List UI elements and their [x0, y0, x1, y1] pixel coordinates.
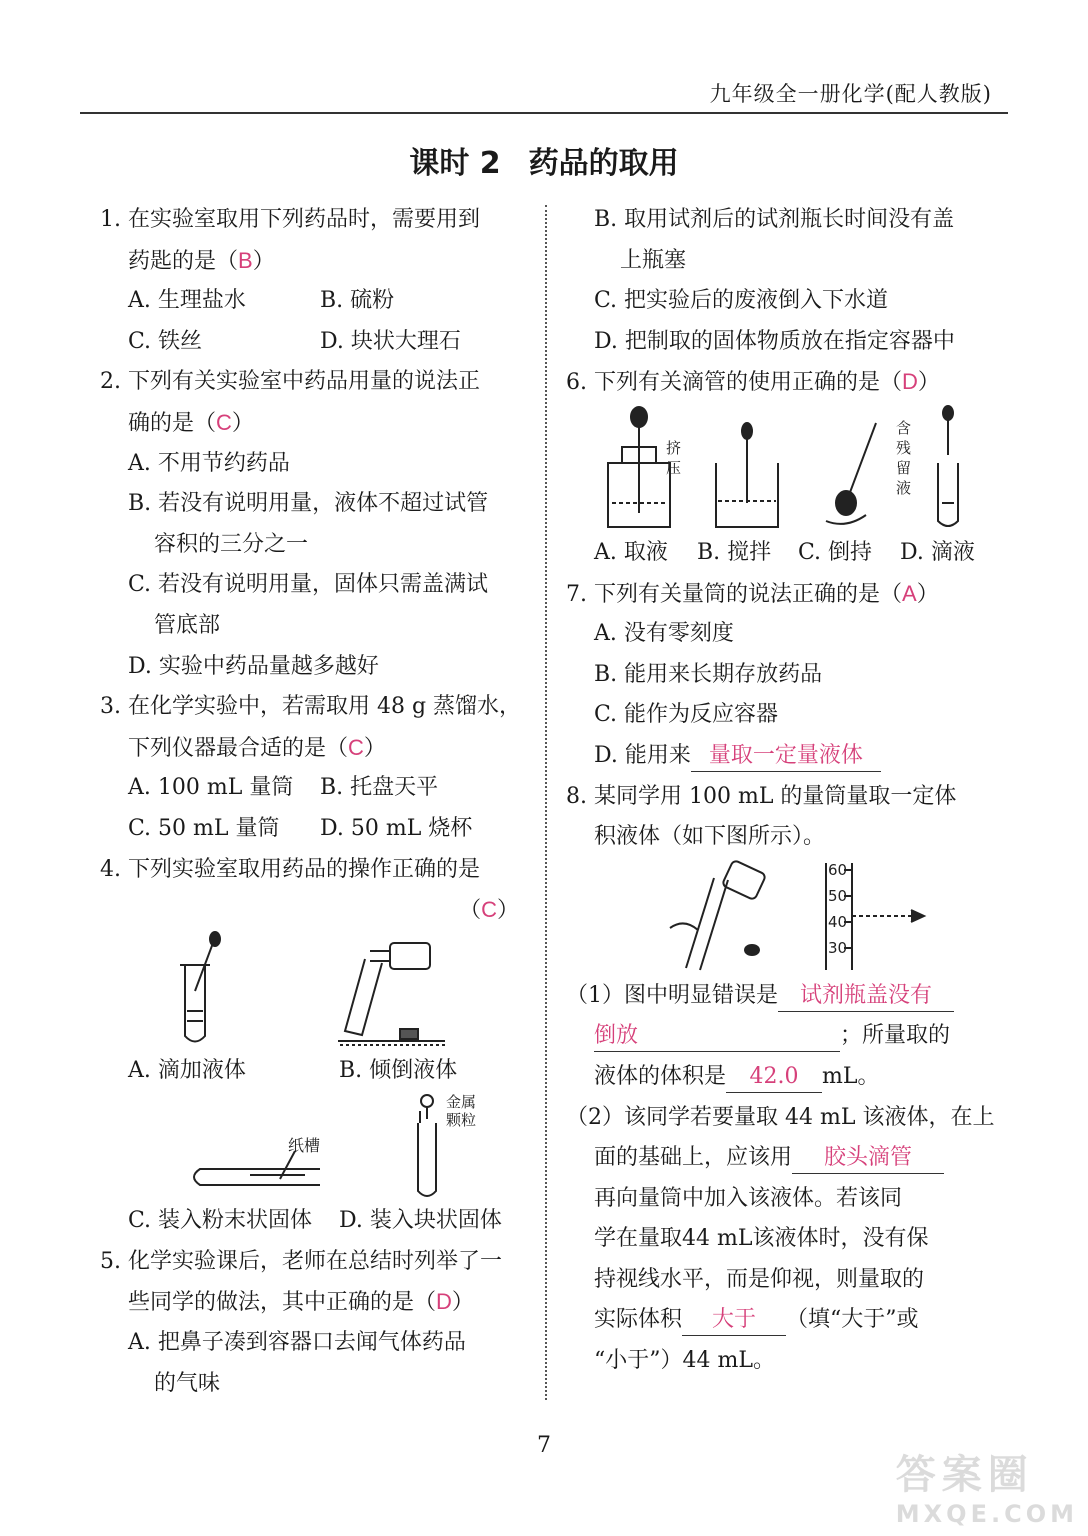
q6-figure [566, 403, 991, 533]
q8-part1-unit: mL。 [822, 1063, 880, 1089]
q4-answer-line [100, 890, 525, 931]
q8-scale-60: 60 [828, 860, 848, 879]
q8-part2-line7: “小于”）44 mL。 [594, 1348, 775, 1374]
q2-stem-line2 [100, 403, 525, 444]
watermark-url: MXQE.COM [895, 1500, 1078, 1528]
q7-option-a: A. 没有零刻度 [594, 621, 734, 647]
book-header: 九年级全一册化学(配人教版) [709, 82, 992, 106]
q3-option-b: B. 托盘天平 [320, 775, 439, 801]
header-rule [80, 112, 1008, 114]
q6-label-squeeze-2: 压 [666, 458, 682, 477]
dropper-bottle-icon [608, 407, 681, 527]
cylinder-pouring-icon [670, 859, 766, 969]
q1-stem-line2 [100, 241, 525, 282]
q8-scale-30: 30 [828, 938, 848, 957]
q6-option-b: B. 搅拌 [697, 539, 772, 565]
right-column [566, 200, 995, 1382]
q6-stem [566, 362, 991, 403]
q1-options-row2 [100, 322, 525, 363]
q8-part1-text: （1）图中明显错误是 [566, 982, 778, 1008]
q2-stem-line1: 2. 下列有关实验室中药品用量的说法正 [100, 369, 480, 395]
q4-label-metal-1: 金属 [446, 1093, 477, 1112]
metal-granule-tube-icon [418, 1093, 476, 1196]
q8-scale-50: 50 [828, 886, 848, 905]
q6-stem-close: ） [917, 370, 940, 396]
q8-stem-line2: 积液体（如下图所示）。 [594, 824, 826, 850]
q4-figure-cd [100, 1091, 525, 1201]
q6-label-residue-3: 留 [896, 458, 912, 477]
q8-part2-text6: 实际体积 [594, 1307, 683, 1333]
q3-answer: C [348, 734, 364, 760]
q6-option-c: C. 倒持 [798, 539, 873, 565]
q4-paren-open: （ [459, 898, 482, 924]
q5-option-b-line2: 上瓶塞 [620, 247, 687, 273]
q4-option-d: D. 装入块状固体 [339, 1208, 502, 1234]
q6-label-residue-4: 液 [896, 478, 912, 497]
q3-option-d: D. 50 mL 烧杯 [320, 815, 473, 841]
q2-option-d: D. 实验中药品量越多越好 [128, 653, 379, 679]
q3-stem-close: ） [363, 735, 386, 761]
q1-options-row1 [100, 281, 525, 322]
q1-option-a: A. 生理盐水 [128, 288, 246, 314]
q8-part2-line3: 再向量筒中加入该液体。若该同 [594, 1185, 903, 1211]
q8-part1-line2 [566, 1016, 991, 1057]
q7-option-d [566, 736, 991, 777]
lesson-number: 课时 2 [409, 146, 501, 181]
q6-answer: D [902, 369, 918, 395]
q8-part1-line1 [566, 976, 991, 1017]
q8-part2-fill1: 胶头滴管 [792, 1143, 944, 1174]
q4-option-b: B. 倾倒液体 [339, 1057, 458, 1083]
q4-option-a: A. 滴加液体 [128, 1057, 246, 1083]
q7-stem [566, 574, 991, 615]
q4-options-row1 [100, 1051, 525, 1092]
q5-answer: D [436, 1289, 452, 1315]
q1-stem-text: 药匙的是（ [128, 248, 239, 274]
q4-options-row2 [100, 1201, 525, 1242]
q1-stem-line1: 1. 在实验室取用下列药品时，需要用到 [100, 207, 480, 232]
q6-options [566, 533, 991, 574]
q3-option-a: A. 100 mL 量筒 [128, 775, 294, 801]
q3-stem-text: 下列仪器最合适的是（ [128, 735, 349, 761]
q5-option-b-line1: B. 取用试剂后的试剂瓶长时间没有盖 [594, 207, 955, 232]
q8-part1-fill2: 倒放 [594, 1021, 840, 1052]
q5-option-c: C. 把实验后的废液倒入下水道 [594, 288, 889, 314]
q5-stem-line2 [100, 1282, 525, 1323]
watermark-logo-text: 答案圈 [895, 1452, 1034, 1498]
column-divider [545, 205, 547, 1400]
q5-option-a-line1: A. 把鼻子凑到容器口去闻气体药品 [128, 1330, 466, 1356]
q4-option-c: C. 装入粉末状固体 [128, 1208, 313, 1234]
q5-option-d: D. 把制取的固体物质放在指定容器中 [594, 328, 955, 354]
q6-illustration [566, 403, 991, 533]
q8-part2-line5: 持视线水平，而是仰视，则量取的 [594, 1266, 925, 1292]
q2-option-a: A. 不用节约药品 [128, 450, 290, 476]
q2-option-b-line2: 容积的三分之一 [154, 531, 309, 557]
q3-stem-line2 [100, 728, 525, 769]
q8-part1-fill1: 试剂瓶盖没有 [778, 981, 954, 1012]
q4-stem-line1: 4. 下列实验室取用药品的操作正确的是 [100, 856, 480, 882]
q7-answer: A [902, 580, 917, 606]
q1-option-b: B. 硫粉 [320, 288, 395, 314]
q8-part1-fill3: 42.0 [726, 1062, 822, 1093]
inverted-dropper-icon [826, 419, 911, 524]
q1-option-d: D. 块状大理石 [320, 328, 461, 354]
q5-stem-text: 些同学的做法，其中正确的是（ [128, 1290, 437, 1316]
q4-label-metal-2: 颗粒 [446, 1111, 477, 1130]
q3-options-row1 [100, 768, 525, 809]
q8-part1-line3 [566, 1057, 991, 1098]
q1-stem-close: ） [252, 248, 275, 274]
q8-part1-text3: 液体的体积是 [594, 1063, 727, 1089]
q7-option-d-text: D. 能用来 [594, 742, 691, 768]
q7-fill-answer: 量取一定量液体 [691, 741, 881, 772]
q4-figure-ab [100, 931, 525, 1051]
q3-stem-line1: 3. 在化学实验中，若需取用 48 g 蒸馏水， [100, 694, 522, 720]
q7-option-c: C. 能作为反应容器 [594, 702, 779, 728]
lesson-topic: 药品的取用 [528, 146, 679, 181]
q8-stem-line1: 8. 某同学用 100 mL 的量筒量取一定体 [566, 783, 957, 809]
q8-part2-fill2: 大于 [682, 1305, 786, 1336]
page-number: 7 [537, 1433, 551, 1458]
q2-answer: C [216, 409, 232, 435]
q4-answer: C [481, 897, 497, 923]
q8-part2-line6 [566, 1300, 991, 1341]
paper-trough-tube-icon [194, 1136, 320, 1185]
q3-option-c: C. 50 mL 量筒 [128, 815, 280, 841]
q8-part2-line4: 学在量取44 mL该液体时，没有保 [594, 1226, 929, 1252]
q2-option-c-line1: C. 若没有说明用量，固体只需盖满试 [128, 572, 489, 598]
beaker-stir-icon [716, 423, 778, 527]
q8-part2-line2 [566, 1138, 991, 1179]
q8-part2-text2: 面的基础上，应该用 [594, 1145, 793, 1171]
left-column [100, 200, 525, 1404]
q6-option-d: D. 滴液 [900, 539, 975, 565]
q6-label-residue-2: 残 [896, 438, 912, 457]
q4-illustration-cd [100, 1091, 525, 1201]
q6-stem-text: 6. 下列有关滴管的使用正确的是（ [566, 370, 902, 396]
q1-option-c: C. 铁丝 [128, 328, 203, 354]
q2-option-b-line1: B. 若没有说明用量，液体不超过试管 [128, 491, 489, 517]
q4-illustration-ab [100, 931, 525, 1051]
cylinder-scale-icon [826, 861, 924, 970]
q2-stem-text: 确的是（ [128, 410, 217, 436]
q2-option-c-line2: 管底部 [154, 612, 221, 638]
q7-stem-close: ） [916, 581, 939, 607]
q1-answer: B [238, 247, 253, 273]
q7-option-b: B. 能用来长期存放药品 [594, 661, 823, 687]
q4-paren-close: ） [496, 898, 519, 924]
tilted-tube-bottle-icon [338, 943, 445, 1045]
q4-label-paper-trough: 纸槽 [288, 1136, 321, 1156]
q6-option-a: A. 取液 [594, 539, 668, 565]
test-tube-dropper-icon [180, 932, 220, 1042]
q8-illustration [566, 858, 991, 976]
site-watermark [896, 1443, 1078, 1528]
q2-stem-close: ） [231, 410, 254, 436]
q7-stem-text: 7. 下列有关量筒的说法正确的是（ [566, 581, 902, 607]
q8-figure [566, 858, 991, 976]
page-title [0, 138, 1088, 182]
q6-label-residue-1: 含 [896, 418, 912, 437]
q5-stem-line1: 5. 化学实验课后，老师在总结时列举了一 [100, 1248, 502, 1274]
q3-options-row2 [100, 809, 525, 850]
q5-stem-close: ） [451, 1290, 474, 1316]
q8-part1-mid: ；所量取的 [840, 1023, 951, 1049]
q8-part2-post6: （填“大于”或 [786, 1307, 919, 1333]
test-tube-drop-icon [938, 406, 958, 526]
q5-option-a-line2: 的气味 [154, 1370, 221, 1396]
q6-label-squeeze-1: 挤 [666, 438, 682, 457]
q8-scale-40: 40 [828, 912, 848, 931]
q8-part2-line1: （2）该同学若要量取 44 mL 该液体，在上 [566, 1104, 995, 1130]
